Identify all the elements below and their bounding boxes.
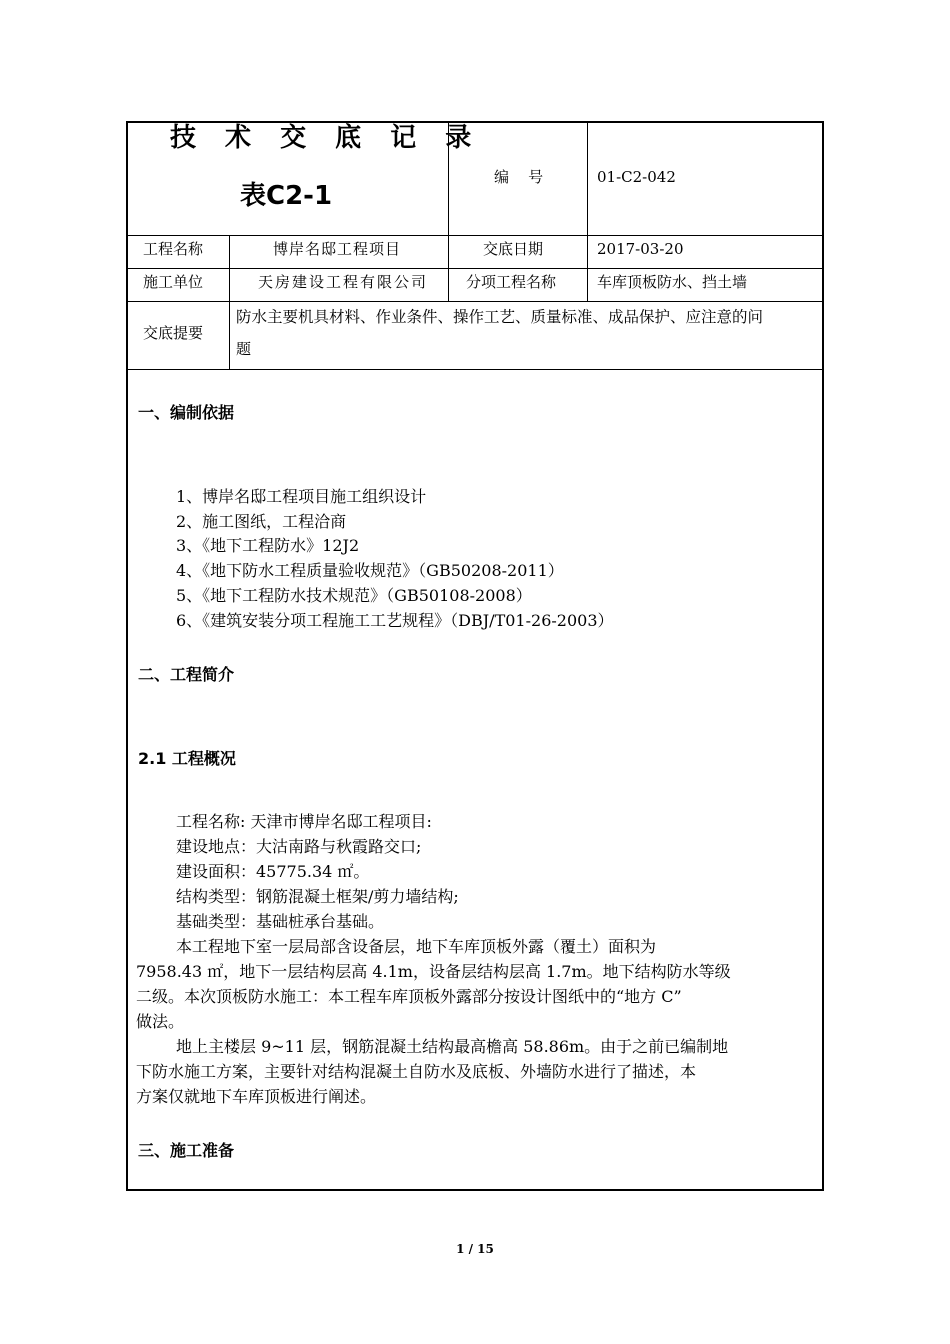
section-2-heading: 二、工程简介 [138, 665, 235, 684]
number-label: 编 号 [494, 168, 544, 186]
paragraph-line: 下防水施工方案，主要针对结构混凝土自防水及底板、外墙防水进行了描述，本 [136, 1062, 697, 1081]
summary-label: 交底提要 [143, 324, 204, 342]
construction-unit-value: 天房建设工程有限公司 [258, 273, 429, 291]
project-name-label: 工程名称 [143, 240, 204, 258]
section-2-1-heading: 2.1 工程概况 [138, 749, 236, 768]
section-3-heading: 三、施工准备 [138, 1141, 235, 1160]
row-divider [128, 235, 822, 236]
paragraph-line: 地上主楼层 9~11 层，钢筋混凝土结构最高檐高 58.86m。由于之前已编制地 [176, 1037, 729, 1056]
paragraph-line: 二级。本次顶板防水施工：本工程车库顶板外露部分按设计图纸中的“地方 C” [136, 987, 682, 1006]
subitem-label: 分项工程名称 [466, 273, 557, 291]
overview-line: 工程名称: 天津市博岸名邸工程项目: [176, 812, 432, 831]
basis-item: 3、《地下工程防水》12J2 [176, 536, 360, 555]
overview-line: 建设地点：大沽南路与秋霞路交口; [176, 837, 422, 856]
disclosure-date-value: 2017-03-20 [597, 240, 684, 258]
column-divider [229, 235, 230, 369]
paragraph-line: 7958.43 ㎡，地下一层结构层高 4.1m，设备层结构层高 1.7m。地下结构防水等级 [136, 962, 731, 981]
basis-item: 2、施工图纸，工程洽商 [176, 512, 347, 531]
project-name-value: 博岸名邸工程项目 [273, 240, 402, 258]
overview-line: 结构类型：钢筋混凝土框架/剪力墙结构; [176, 887, 459, 906]
basis-item: 6、《建筑安装分项工程施工工艺规程》（DBJ/T01-26-2003） [176, 611, 614, 630]
summary-line-2: 题 [236, 340, 252, 358]
basis-item: 4、《地下防水工程质量验收规范》（GB50208-2011） [176, 561, 564, 580]
column-divider [587, 235, 588, 301]
subitem-value: 车库顶板防水、挡土墙 [597, 273, 748, 291]
basis-item: 1、博岸名邸工程项目施工组织设计 [176, 487, 427, 506]
overview-line: 基础类型：基础桩承台基础。 [176, 912, 385, 931]
page-number: 1 / 15 [456, 1242, 494, 1256]
section-1-heading: 一、编制依据 [138, 403, 235, 422]
number-value: 01-C2-042 [597, 168, 676, 186]
row-divider [128, 301, 822, 302]
construction-unit-label: 施工单位 [143, 273, 204, 291]
paragraph-line: 本工程地下室一层局部含设备层，地下车库顶板外露（覆土）面积为 [176, 937, 657, 956]
column-divider [587, 123, 588, 235]
overview-line: 建设面积：45775.34 ㎡。 [176, 862, 370, 881]
paragraph-line: 做法。 [136, 1012, 185, 1031]
technical-disclosure-form [126, 121, 824, 1191]
basis-item: 5、《地下工程防水技术规范》（GB50108-2008） [176, 586, 532, 605]
disclosure-date-label: 交底日期 [483, 240, 544, 258]
form-title-line2: 表C2-1 [240, 181, 333, 211]
paragraph-line: 方案仅就地下车库顶板进行阐述。 [136, 1087, 377, 1106]
row-divider [128, 369, 822, 370]
row-divider [128, 268, 822, 269]
summary-line-1: 防水主要机具材料、作业条件、操作工艺、质量标准、成品保护、应注意的问 [236, 308, 764, 326]
form-title-line1: 技 术 交 底 记 录 [170, 123, 482, 153]
